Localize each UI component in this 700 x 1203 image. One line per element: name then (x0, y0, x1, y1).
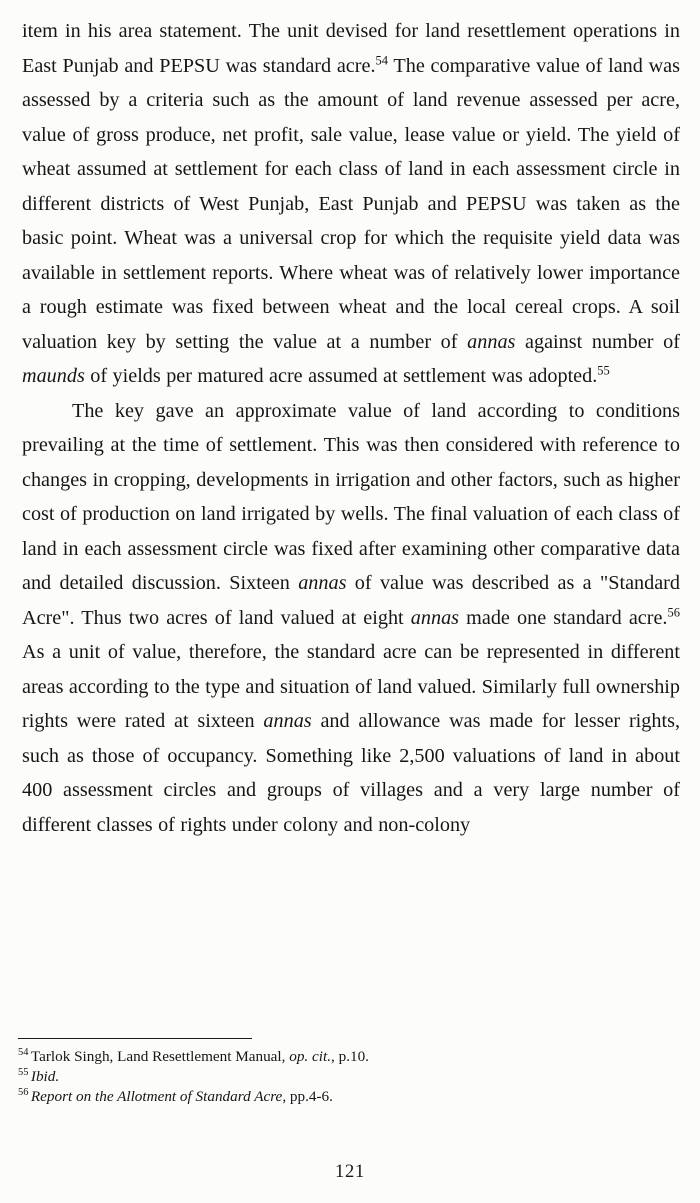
italic-term: Report on the Allotment of Standard Acre (30, 1088, 283, 1105)
italic-term: annas (467, 330, 516, 353)
italic-term: op. cit. (289, 1048, 331, 1065)
footnote-area (18, 1038, 678, 1107)
footnote-item (18, 1067, 678, 1087)
paragraph-1: item in his area statement. The unit devised for land resettlement operations in East Punjab and PEPSU was standard acre.$^{54}$ The comparative value of land was assessed by a criteria such as the amount of land revenue assessed per acre, value of gross produce, net profit, sale value, lease value or yield. The yield of wheat assumed at settlement for each class of land in each assessment circle in different districts of West Punjab, East Punjab and PEPSU was taken as the basic point. Wheat was a universal crop for which the requisite yield data was available in settlement reports. Where wheat was of relatively lower importance a rough estimate was fixed between wheat and the local cereal crops. A soil valuation key by setting the value at a number of annas against number of maunds of yields per matured acre assumed at settlement was adopted.$^{55}$ (22, 20, 680, 387)
footnote-marker[interactable]: 56 (667, 604, 680, 619)
footnote-number: 55 (18, 1066, 29, 1078)
body-text-area (22, 14, 680, 842)
italic-term: maunds (22, 365, 85, 387)
paragraph-2: The key gave an approximate value of land according to conditions prevailing at the time of settlement. This was then considered with reference to changes in cropping, developments in irrigation and other factors, such as higher cost of production on land irrigated by wells. The final valuation of each class of land in each assessment circle was fixed after examining other comparative data and detailed discussion. Sixteen annas of value was described as a "Standard Acre". Thus two acres of land valued at eight annas made one standard acre.$^{56}$ As a unit of value, therefore, the standard acre can be represented in different areas according to the type and situation of land valued. Similarly full ownership rights were rated at sixteen annas and allowance was made for lesser rights, such as those of occupancy. Something like 2,500 valuations of land in about 400 assessment circles and groups of villages and a very large number of different classes of rights under colony and non-colony (22, 399, 680, 836)
footnote-item: $^{54}$ Tarlok Singh, Land Resettlement Manual, op. cit., p.10. (18, 1046, 369, 1065)
page-number: 121 (335, 1162, 365, 1182)
footnote-marker[interactable]: 55 (597, 363, 610, 378)
italic-term: Ibid. (30, 1068, 60, 1085)
footnote-number: 56 (18, 1086, 29, 1098)
footnote-number: 54 (18, 1046, 29, 1058)
footnote-item: $^{56}$ Report on the Allotment of Standard Acre, pp.4-6. (18, 1086, 333, 1105)
italic-term: annas (263, 710, 312, 732)
italic-term: annas (298, 572, 347, 594)
italic-term: annas (410, 606, 460, 629)
footnote-separator-rule (18, 1038, 252, 1039)
footnote-list (18, 1047, 678, 1107)
footnote-marker[interactable]: 54 (375, 52, 389, 67)
